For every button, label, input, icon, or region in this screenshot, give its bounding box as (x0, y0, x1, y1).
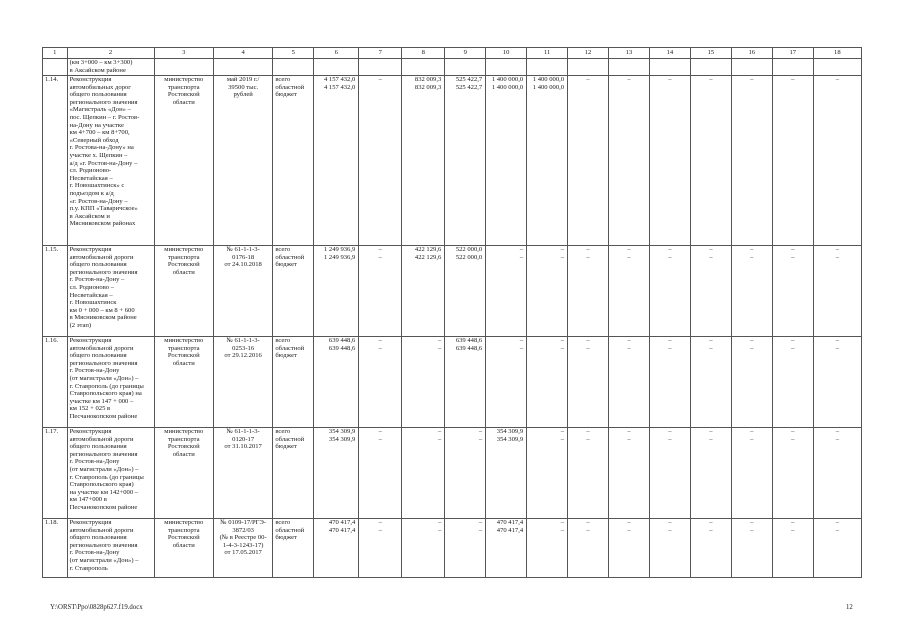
col-17: – (772, 76, 813, 246)
col-15: – – (690, 246, 731, 337)
col-17: – – (772, 246, 813, 337)
col-11: – – (527, 246, 568, 337)
table-row (43, 519, 862, 578)
col-14: – – (649, 428, 690, 519)
object-name: Реконструкция автомобильных дорог общего пользования регионального значения «Магистраль «Дон» – пос. Щепкин – г. Ростов- на-Дону на участке км 4+700 – км 8+700, «Северный обход г. Ростова-на-Дону» на участке х. Щепкин – а/д «г. Ростов-на-Дону – сл. Родионово- Несветайская – г. Новошахтинск» с подъездом к а/д «г. Ростов-на-Дону – п.у. КПП «Таваричское» в Аксайском и Мясниковском районах (67, 76, 154, 246)
col-17: – – (772, 337, 813, 428)
header-cell: 8 (402, 48, 445, 59)
table-row (43, 428, 862, 519)
header-cell: 15 (690, 48, 731, 59)
header-cell: 17 (772, 48, 813, 59)
funding-table (42, 47, 862, 578)
header-cell: 10 (486, 48, 527, 59)
agency: министерство транспорта Ростовской области (154, 428, 213, 519)
header-cell: 2 (67, 48, 154, 59)
col-11: – – (527, 519, 568, 578)
col-18: – – (813, 519, 861, 578)
col-8: – – (402, 337, 445, 428)
col-8: – – (402, 428, 445, 519)
header-cell: 1 (43, 48, 68, 59)
col-11: – – (527, 337, 568, 428)
col-16: – – (731, 519, 772, 578)
col-13: – – (609, 519, 650, 578)
col-17: – – (772, 428, 813, 519)
continuation-name: (км 3+000 – км 3+300) в Аксайском районе (67, 59, 154, 76)
header-cell: 13 (609, 48, 650, 59)
row-number: 1.18. (43, 519, 68, 578)
col-9: 522 000,0 522 000,0 (445, 246, 486, 337)
col-9: – – (445, 428, 486, 519)
col-7: – – (359, 246, 402, 337)
funding-source: всего областной бюджет (273, 76, 314, 246)
col-12: – – (568, 337, 609, 428)
col-11: – – (527, 428, 568, 519)
row-number: 1.15. (43, 246, 68, 337)
col-7: – (359, 76, 402, 246)
header-cell: 4 (213, 48, 272, 59)
amount-total: 1 249 936,9 1 249 936,9 (314, 246, 359, 337)
col-15: – – (690, 519, 731, 578)
col-7: – – (359, 428, 402, 519)
project-doc: № 0109-17/РГЭ- 3872/03 (№ в Реестре 00- 1-4-3-1243-17) от 17.05.2017 (213, 519, 272, 578)
col-16: – – (731, 246, 772, 337)
continuation-row (43, 59, 862, 76)
col-17: – – (772, 519, 813, 578)
col-18: – – (813, 428, 861, 519)
col-7: – – (359, 519, 402, 578)
col-10: 354 309,9 354 309,9 (486, 428, 527, 519)
col-15: – – (690, 337, 731, 428)
col-9: – – (445, 519, 486, 578)
col-18: – – (813, 246, 861, 337)
table-row (43, 76, 862, 246)
col-14: – (649, 76, 690, 246)
col-14: – – (649, 246, 690, 337)
header-cell: 9 (445, 48, 486, 59)
funding-source: всего областной бюджет (273, 337, 314, 428)
col-16: – – (731, 337, 772, 428)
project-doc: № 61-1-1-3- 0176-18 от 24.10.2018 (213, 246, 272, 337)
funding-source: всего областной бюджет (273, 519, 314, 578)
agency: министерство транспорта Ростовской области (154, 337, 213, 428)
col-8: 832 009,3 832 009,3 (402, 76, 445, 246)
header-row (43, 48, 862, 59)
col-13: – – (609, 246, 650, 337)
col-10: 470 417,4 470 417,4 (486, 519, 527, 578)
table-row (43, 337, 862, 428)
funding-source: всего областной бюджет (273, 246, 314, 337)
object-name: Реконструкция автомобильной дороги общего пользования регионального значения г. Ростов-на-Дону (от магистрали «Дон») – г. Ставрополь (до границы Ставропольского края) на участке км 142+000 – км 147+000 в Песчанокопском районе (67, 428, 154, 519)
col-12: – (568, 76, 609, 246)
object-name: Реконструкция автомобильной дороги общего пользования регионального значения г. Ростов-на-Дону (от магистрали «Дон») – г. Ставрополь (67, 519, 154, 578)
col-10: – – (486, 337, 527, 428)
header-cell: 3 (154, 48, 213, 59)
col-12: – – (568, 519, 609, 578)
col-10: – – (486, 246, 527, 337)
project-doc: № 61-1-1-3- 0253-16 от 29.12.2016 (213, 337, 272, 428)
col-9: 525 422,7 525 422,7 (445, 76, 486, 246)
col-13: – (609, 76, 650, 246)
col-16: – (731, 76, 772, 246)
col-16: – – (731, 428, 772, 519)
col-18: – (813, 76, 861, 246)
header-cell: 5 (273, 48, 314, 59)
agency: министерство транспорта Ростовской области (154, 246, 213, 337)
page-number: 12 (846, 604, 853, 611)
col-13: – – (609, 337, 650, 428)
col-14: – – (649, 337, 690, 428)
project-doc: май 2019 г./ 39500 тыс. рублей (213, 76, 272, 246)
project-doc: № 61-1-1-3- 0120-17 от 31.10.2017 (213, 428, 272, 519)
col-14: – – (649, 519, 690, 578)
col-15: – (690, 76, 731, 246)
col-18: – – (813, 337, 861, 428)
row-number: 1.16. (43, 337, 68, 428)
object-name: Реконструкция автомобильной дороги общего пользования регионального значения г. Ростов-на-Дону (от магистрали «Дон») – г. Ставрополь (до границы Ставропольского края) на участке км 147 + 000 – км 152 + 025 в Песчанокопском районе (67, 337, 154, 428)
header-cell: 6 (314, 48, 359, 59)
amount-total: 639 448,6 639 448,6 (314, 337, 359, 428)
file-path: Y:\ORST\Ppo\0828p627.f19.docx (50, 604, 143, 611)
funding-source: всего областной бюджет (273, 428, 314, 519)
header-cell: 11 (527, 48, 568, 59)
col-8: – – (402, 519, 445, 578)
col-11: 1 400 000,0 1 400 000,0 (527, 76, 568, 246)
col-10: 1 400 000,0 1 400 000,0 (486, 76, 527, 246)
agency: министерство транспорта Ростовской области (154, 76, 213, 246)
row-number: 1.14. (43, 76, 68, 246)
object-name: Реконструкция автомобильной дороги общего пользования регионального значения г. Ростов-на-Дону – сл. Родионово – Несветайская – г. Новошахтинск км 0 + 000 – км 8 + 600 в Мясниковском районе (2 этап) (67, 246, 154, 337)
col-12: – – (568, 428, 609, 519)
header-cell: 7 (359, 48, 402, 59)
row-number: 1.17. (43, 428, 68, 519)
header-cell: 18 (813, 48, 861, 59)
amount-total: 470 417,4 470 417,4 (314, 519, 359, 578)
col-12: – – (568, 246, 609, 337)
col-7: – – (359, 337, 402, 428)
header-cell: 12 (568, 48, 609, 59)
col-8: 422 129,6 422 129,6 (402, 246, 445, 337)
header-cell: 16 (731, 48, 772, 59)
col-15: – – (690, 428, 731, 519)
amount-total: 354 309,9 354 309,9 (314, 428, 359, 519)
amount-total: 4 157 432,0 4 157 432,0 (314, 76, 359, 246)
col-13: – – (609, 428, 650, 519)
col-9: 639 448,6 639 448,6 (445, 337, 486, 428)
header-cell: 14 (649, 48, 690, 59)
table-row (43, 246, 862, 337)
agency: министерство транспорта Ростовской области (154, 519, 213, 578)
